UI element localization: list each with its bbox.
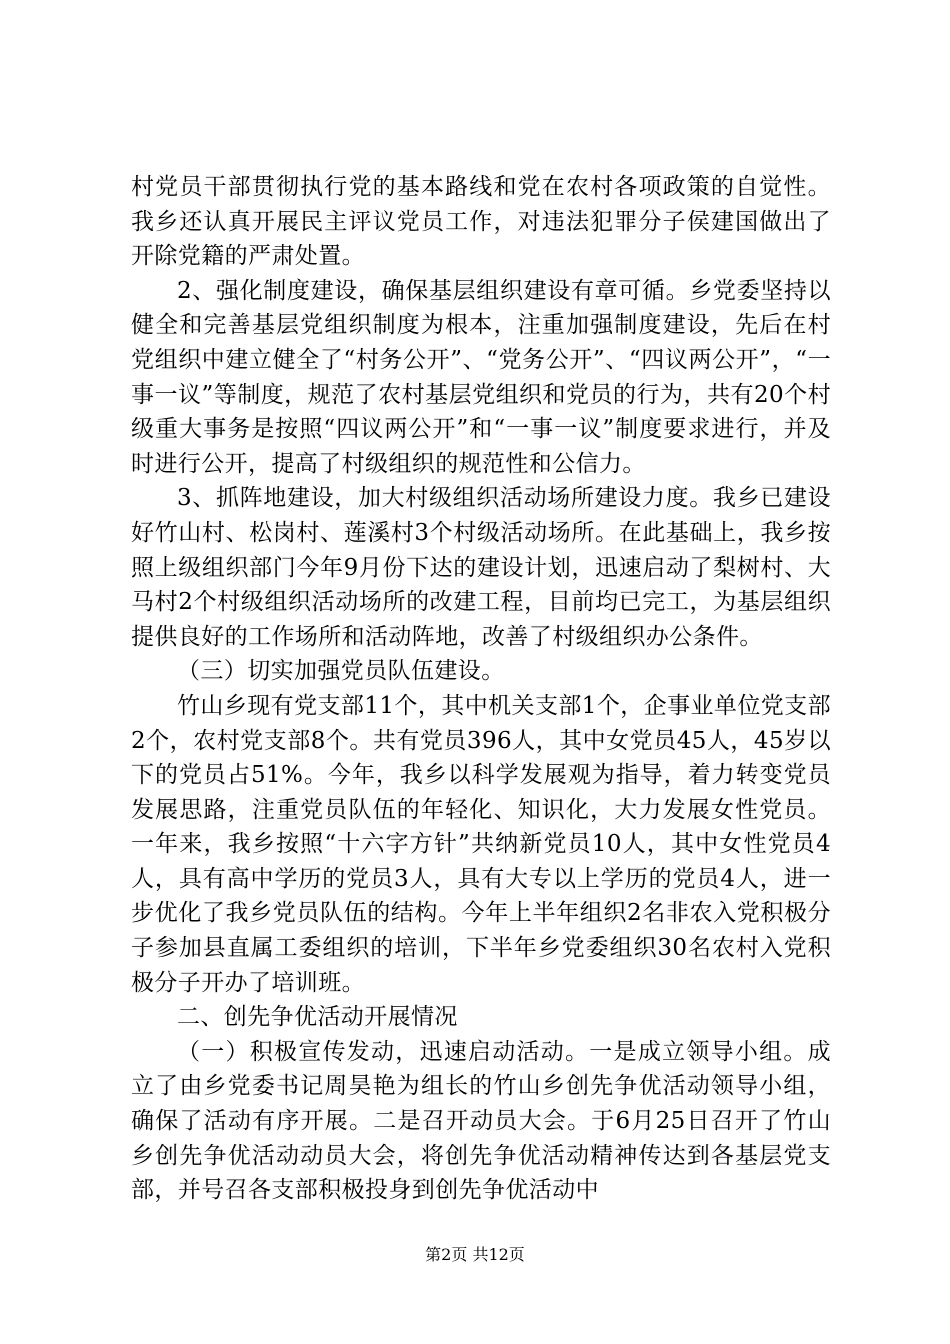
page-footer: 第2页 共12页 [425, 1245, 525, 1264]
paragraph-1: 村党员干部贯彻执行党的基本路线和党在农村各项政策的自觉性。我乡还认真开展民主评议党员工作，对违法犯罪分子侯建国做出了开除党籍的严肃处置。 [131, 174, 831, 270]
paragraph-5: 竹山乡现有党支部11个，其中机关支部1个，企事业单位党支部2个，农村党支部8个。共有党员396人，其中女党员45人，45岁以下的党员占51%。今年，我乡以科学发展观为指导，着力转变党员发展思路，注重党员队伍的年轻化、知识化，大力发展女性党员。一年来，我乡按照“十六字方针”共纳新党员10人，其中女性党员4人，具有高中学历的党员3人，具有大专以上学历的党员4人，进一步优化了我乡党员队伍的结构。今年上半年组织2名非农入党积极分子参加县直属工委组织的培训，下半年乡党委组织30名农村入党积极分子开办了培训班。 [131, 692, 831, 996]
paragraph-3: 3、抓阵地建设，加大村级组织活动场所建设力度。我乡已建设好竹山村、松岗村、莲溪村3个村级活动场所。在此基础上，我乡按照上级组织部门今年9月份下达的建设计划，迅速启动了梨树村、大马村2个村级组织活动场所的改建工程，目前均已完工，为基层组织提供良好的工作场所和活动阵地，改善了村级组织办公条件。 [131, 485, 831, 650]
paragraph-7: （一）积极宣传发动，迅速启动活动。一是成立领导小组。成立了由乡党委书记周昊艳为组长的竹山乡创先争优活动领导小组，确保了活动有序开展。二是召开动员大会。于6月25日召开了竹山乡创先争优活动动员大会，将创先争优活动精神传达到各基层党支部，并号召各支部积极投身到创先争优活动中 [131, 1038, 831, 1204]
document-body [131, 170, 831, 1208]
paragraph-4-heading: （三）切实加强党员队伍建设。 [177, 658, 505, 685]
paragraph-6-heading: 二、创先争优活动开展情况 [177, 1004, 458, 1031]
paragraph-2: 2、强化制度建设，确保基层组织建设有章可循。乡党委坚持以健全和完善基层党组织制度为根本，注重加强制度建设，先后在村党组织中建立健全了“村务公开”、“党务公开”、“四议两公开”，“一事一议”等制度，规范了农村基层党组织和党员的行为，共有20个村级重大事务是按照“四议两公开”和“一事一议”制度要求进行，并及时进行公开，提高了村级组织的规范性和公信力。 [131, 277, 831, 477]
